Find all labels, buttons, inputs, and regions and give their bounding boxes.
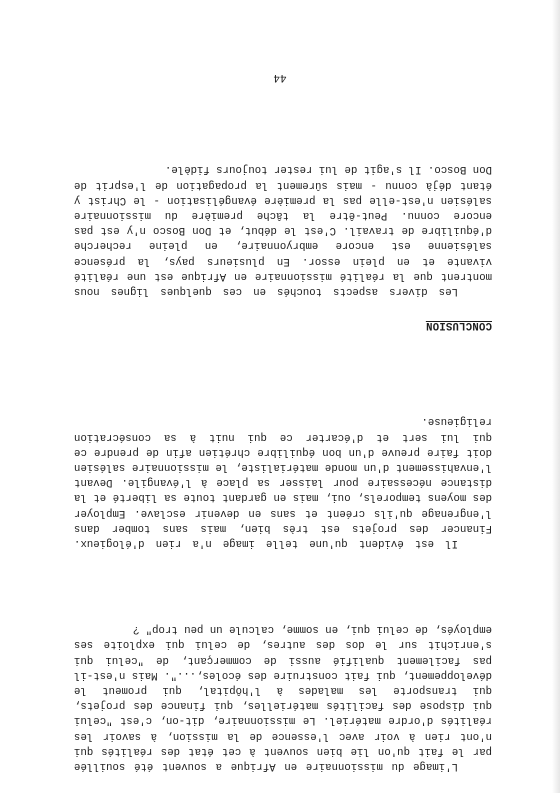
page-number: 44 xyxy=(273,71,287,83)
paragraph-balance: Il est évident qu'une telle image n'a rien d'élogieux. Financer des projets est très bien, mais sans tomber dans l'engrenage qu'ils créent et sans en devenir esclave. Employer des moyens temporels, oui, mais en gardant toute sa liberté et la distance nécessaire pour laisser sa place à l'évangile. Devant l'envahissement d'un monde matérialiste, le missionnaire salésien doit faire preuve d'un bon équilibre chrétien afin de prendre ce qui lui sert et d'écarter ce qui nuit à sa consécration religieuse. xyxy=(74,415,492,549)
conclusion-paragraph: Les divers aspects touchés en ces quelques lignes nous montrent que la réalité missionnaire en Afrique est une réalité vivante et en plein essor. En plusieurs pays, la présence salésienne est encore embryonnaire, en pleine recherche d'équilibre de travail. C'est le début, et Don Bosco n'y est pas encore connu. Peut-être la tâche première du missionnaire salésien n'est-elle pas la première évangélisation - le Christ y étant déjà connu - mais sûrement la propagation de l'esprit de Don Bosco. Il s'agit de lui rester toujours fidèle. xyxy=(74,163,492,297)
paragraph-mission-image: L'image du missionnaire en Afrique a souvent été souillée par le fait qu'on lie bien souvent à cet état des réalités qui n'ont rien à voir avec l'essence de la mission, à savoir les réalités d'ordre matériel. Le missionnaire, dit-on, c'est "celui qui dispose des facilités matérielles, qui finance des projets, qui transporte les malades à l'hôpital, qui promeut le développement, qui fait construire des écoles,...". Mais n'est-il pas facilement qualifié aussi de commerçant, de "celui qui s'enrichit sur le dos des autres, de celui qui exploite ses employés, de celui qui, en somme, calcule un peu trop" ? xyxy=(74,623,492,772)
conclusion-heading: CONCLUSION xyxy=(425,319,492,331)
page-left-edge-shadow xyxy=(552,0,560,793)
